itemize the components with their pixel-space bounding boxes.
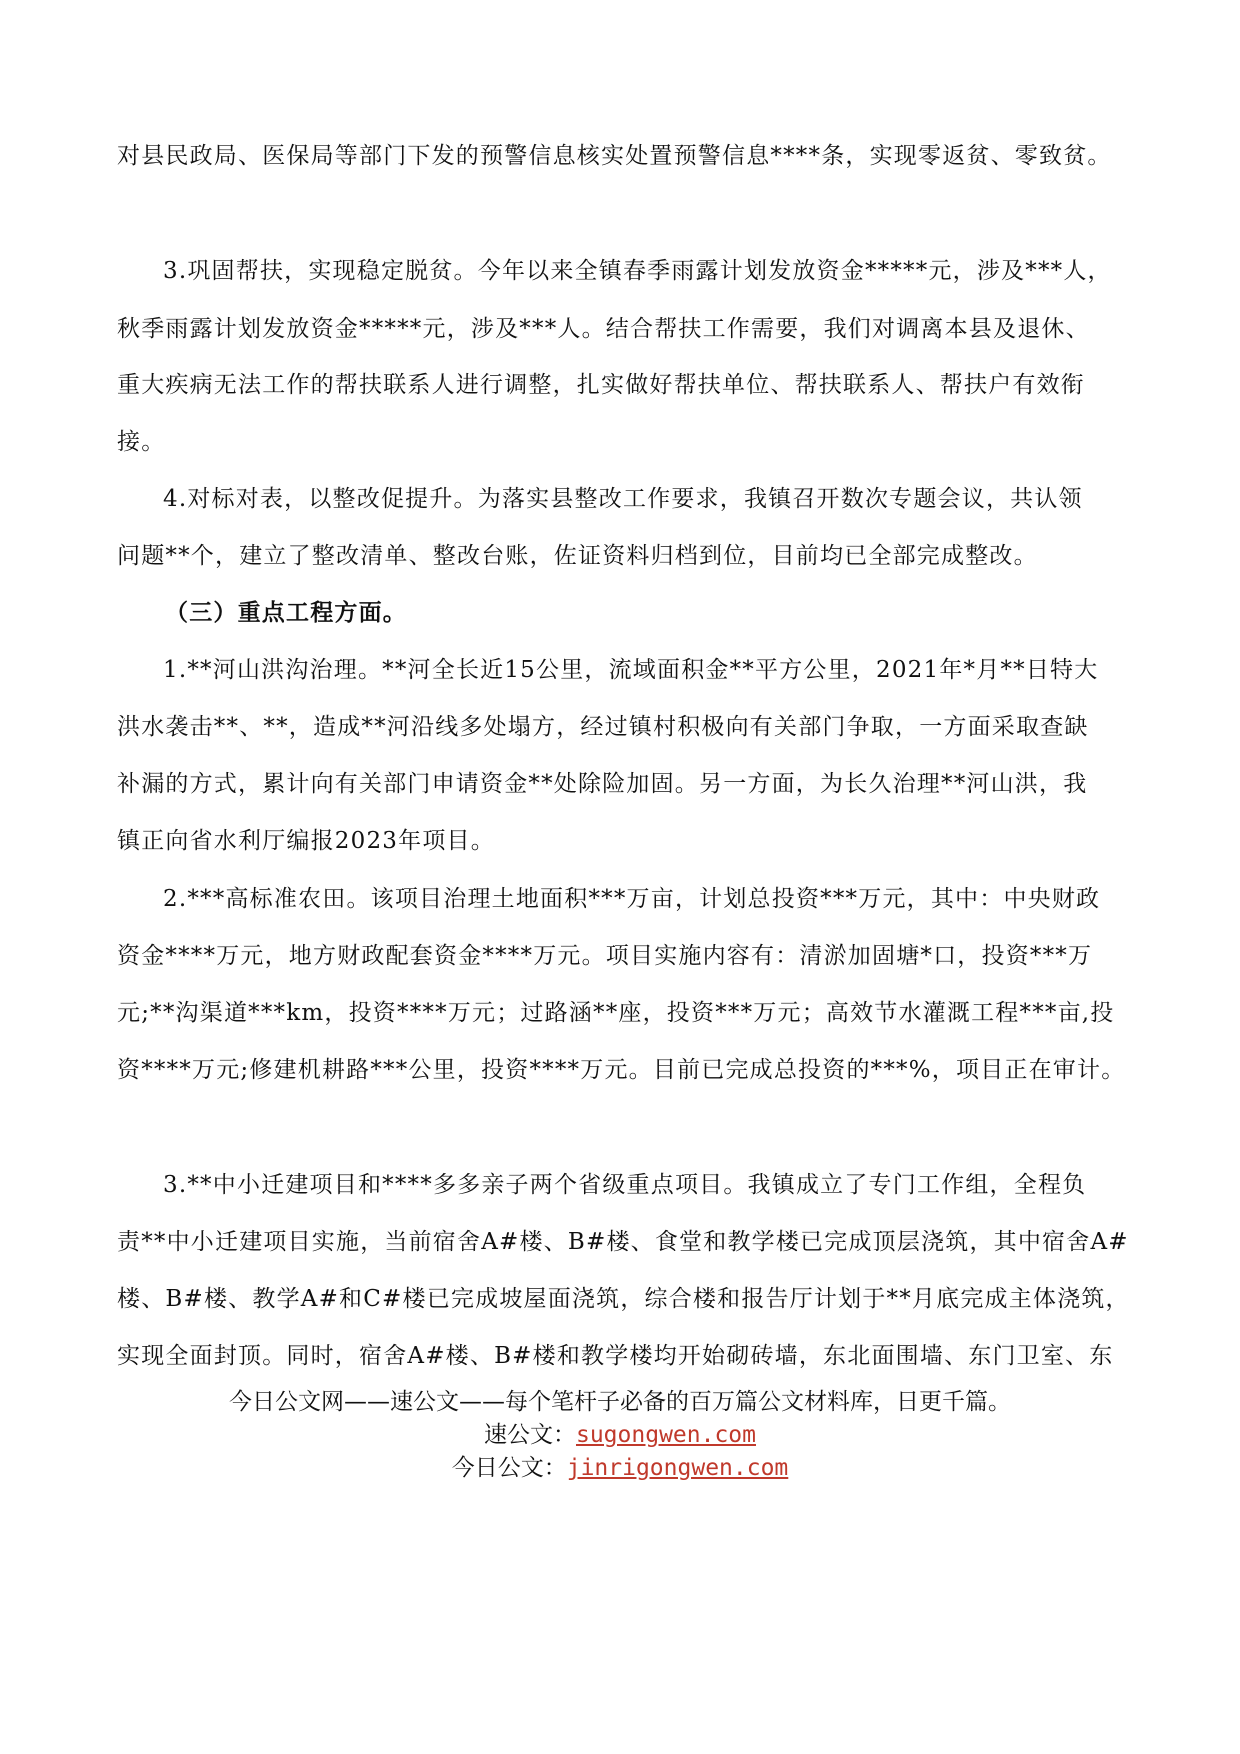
footer-site2-label: 今日公文： (451, 1455, 567, 1481)
paragraph-line: 2.***高标准农田。该项目治理土地面积***万亩，计划总投资***万元，其中：中央财政 (163, 886, 1101, 912)
paragraph-line: 3.巩固帮扶，实现稳定脱贫。今年以来全镇春季雨露计划发放资金*****元，涉及***人， (163, 258, 1112, 284)
paragraph-line: 问题**个，建立了整改清单、整改台账，佐证资料归档到位，目前均已全部完成整改。 (117, 543, 1038, 569)
footer-site1 (0, 1420, 1240, 1450)
paragraph-line: 4.对标对表，以整改促提升。为落实县整改工作要求，我镇召开数次专题会议，共认领 (163, 486, 1083, 512)
paragraph-line: 重大疾病无法工作的帮扶联系人进行调整，扎实做好帮扶单位、帮扶联系人、帮扶户有效衔 (117, 372, 1085, 398)
section-heading: （三）重点工程方面。 (165, 599, 407, 626)
paragraph-line: 楼、B#楼、教学A#和C#楼已完成坡屋面浇筑，综合楼和报告厅计划于**月底完成主体浇筑， (117, 1286, 1130, 1312)
paragraph-line: 补漏的方式，累计向有关部门申请资金**处除险加固。另一方面，为长久治理**河山洪，我 (117, 771, 1088, 797)
footer-site2 (0, 1453, 1240, 1483)
paragraph-line: 资****万元;修建机耕路***公里，投资****万元。目前已完成总投资的***%，项目正在审计。 (117, 1057, 1126, 1083)
paragraph-line: 对县民政局、医保局等部门下发的预警信息核实处置预警信息****条，实现零返贫、零致贫。 (117, 143, 1112, 169)
footer-site2-link[interactable]: jinrigongwen.com (566, 1455, 789, 1481)
paragraph-line: 责**中小迁建项目实施，当前宿舍A#楼、B#楼、食堂和教学楼已完成顶层浇筑，其中宿舍A# (117, 1229, 1129, 1255)
paragraph-line: 秋季雨露计划发放资金*****元，涉及***人。结合帮扶工作需要，我们对调离本县及退休、 (117, 316, 1090, 342)
paragraph-line: 元;**沟渠道***km，投资****万元；过路涵**座，投资***万元；高效节水灌溉工程***亩,投 (117, 1000, 1115, 1026)
paragraph-line: 1.**河山洪沟治理。**河全长近15公里，流域面积金**平方公里，2021年*月**日特大 (163, 657, 1099, 683)
footer-site1-link[interactable]: sugongwen.com (575, 1422, 756, 1448)
footer-slogan: 今日公文网——速公文——每个笔杆子必备的百万篇公文材料库，日更千篇。 (229, 1389, 1011, 1415)
paragraph-line: 接。 (117, 429, 166, 455)
paragraph-line: 实现全面封顶。同时，宿舍A#楼、B#楼和教学楼均开始砌砖墙，东北面围墙、东门卫室、东 (117, 1343, 1114, 1369)
paragraph-line: 资金****万元，地方财政配套资金****万元。项目实施内容有：清淤加固塘*口，投资***万 (117, 943, 1093, 969)
paragraph-line: 3.**中小迁建项目和****多多亲子两个省级重点项目。我镇成立了专门工作组，全程负 (163, 1172, 1087, 1198)
footer-site1-label: 速公文： (483, 1422, 576, 1448)
paragraph-line: 洪水袭击**、**，造成**河沿线多处塌方，经过镇村积极向有关部门争取，一方面采取查缺 (117, 714, 1089, 740)
paragraph-line: 镇正向省水利厅编报2023年项目。 (117, 828, 495, 854)
